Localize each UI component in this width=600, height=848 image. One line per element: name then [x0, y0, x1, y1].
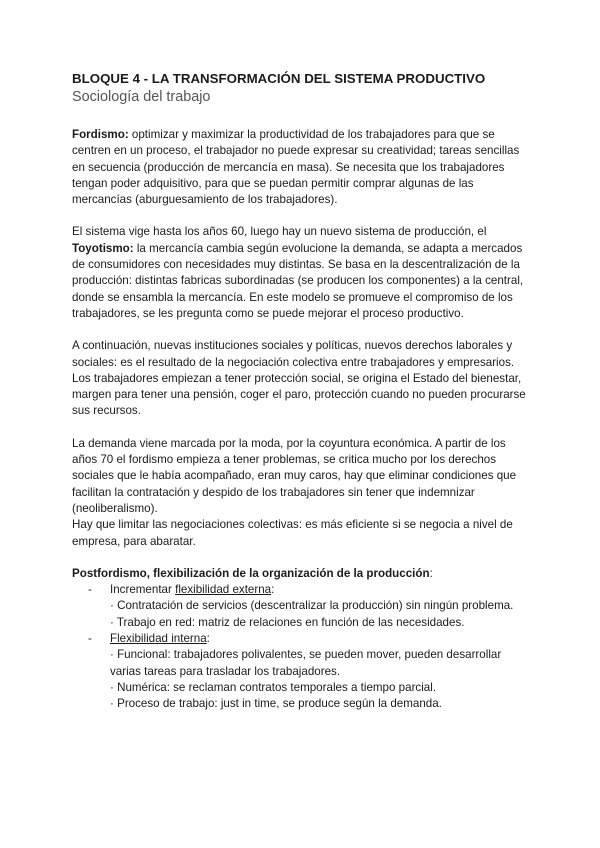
list-item-label — [110, 582, 274, 598]
section-title: Postfordismo, flexibilización de la organización de la producción — [72, 566, 430, 580]
list-item-label — [110, 631, 210, 647]
sub-item-funcional: · Funcional: trabajadores polivalentes, se pueden mover, pueden desarrollar varias tareas para trasladar los trabajadores. — [110, 648, 502, 678]
sub-item-proceso: · Proceso de trabajo: just in time, se produce según la demanda. — [110, 697, 442, 711]
paragraph-instituciones: A continuación, nuevas instituciones sociales y políticas, nuevos derechos laborales y sociales: es el resultado de la negociación colectiva entre trabajadores y empresarios. — [72, 339, 515, 369]
paragraph-toyotismo — [72, 224, 528, 322]
paragraph-negociaciones: Hay que limitar las negociaciones colectivas: es más eficiente si se negocia a nivel de empresa, para abaratar. — [72, 518, 513, 548]
item1-prefix: Incrementar — [110, 583, 176, 597]
list-item-flexibilidad-externa — [72, 582, 528, 598]
sub-item-numerica: · Numérica: se reclaman contratos temporales a tiempo parcial. — [110, 680, 437, 694]
item2-suffix: : — [206, 632, 210, 646]
term-toyotismo: Toyotismo: — [72, 241, 134, 255]
list-dash: - — [88, 632, 92, 646]
toyotismo-intro: El sistema vige hasta los años 60, luego hay un nuevo sistema de producción, el — [72, 225, 487, 239]
item1-suffix: : — [271, 583, 275, 597]
paragraph-proteccion: Los trabajadores empiezan a tener protección social, se origina el Estado del bienestar, margen para tener una pensión, coger el paro, protección cuando no pueden procurarse sus recursos. — [72, 371, 526, 418]
item2-underlined: Flexibilidad interna — [110, 632, 207, 646]
toyotismo-text: la mercancía cambia según evolucione la demanda, se adapta a mercados de consumidores con necesidades muy distintas. Se basa en la descentralización de la producción: distintas fabricas subordinadas (se producen los componentes) a la central, donde se ensambla la mercancía. En este modelo se promueve el compromiso de los trabajadores, se les pregunta como se puede mejorar el proceso productivo. — [72, 241, 524, 320]
sub-item-trabajo-en-red: · Trabajo en red: matriz de relaciones en función de las necesidades. — [110, 615, 465, 629]
sub-item-contratacion: · Contratación de servicios (descentralizar la producción) sin ningún problema. — [110, 599, 514, 613]
list-dash: - — [88, 583, 92, 597]
document-subtitle: Sociología del trabajo — [72, 89, 211, 105]
paragraph-fordismo — [72, 127, 528, 208]
paragraph-demanda: La demanda viene marcada por la moda, por la coyuntura económica. A partir de los años 70 el fordismo empieza a tener problemas, se critica mucho por los derechos sociales que le había acompañado, eran muy caros, hay que eliminar condiciones que facilitan la contratación y despido de los trabajadores sin tener que indemnizar (neoliberalismo). — [72, 436, 517, 515]
list-item-flexibilidad-interna — [72, 631, 528, 647]
section-heading-postfordismo — [72, 566, 528, 582]
section-colon: : — [429, 566, 433, 580]
document-title: BLOQUE 4 - LA TRANSFORMACIÓN DEL SISTEMA PRODUCTIVO — [72, 71, 486, 86]
term-fordismo: Fordismo: — [72, 128, 129, 141]
item1-underlined: flexibilidad externa — [175, 583, 272, 597]
fordismo-text: optimizar y maximizar la productividad de los trabajadores para que se centren en un proceso, el trabajador no puede expresar su creatividad; tareas sencillas en secuencia (producción de mercancía en masa). Se necesita que los trabajadores tengan poder adquisitivo, para que se puedan permitir comprar algunas de las mercancías (aburguesamiento de los trabajadores). — [72, 128, 520, 207]
